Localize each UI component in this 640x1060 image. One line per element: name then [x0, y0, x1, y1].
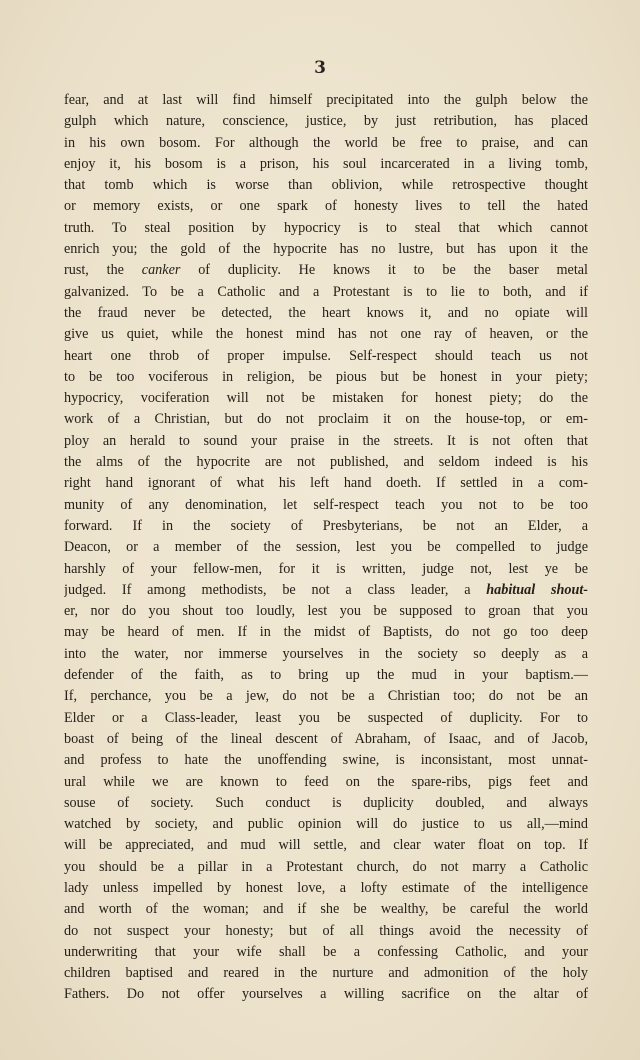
page-number: 3: [314, 58, 326, 78]
text-line: you should be a pillar in a Protestant church, do not marry a Catholic: [64, 858, 588, 875]
text-line: that tomb which is worse than oblivion, while retrospective thought: [64, 177, 588, 194]
text-line: in his own bosom. For although the world be free to praise, and can: [64, 134, 588, 151]
text-line: and worth of the woman; and if she be wealthy, be careful the world: [64, 901, 588, 918]
text-line: ural while we are known to feed on the spare-ribs, pigs feet and: [64, 773, 588, 790]
text-line: lady unless impelled by honest love, a lofty estimate of the intelligence: [64, 879, 588, 896]
text-line: judged. If among methodists, be not a class leader, a habitual shout-: [64, 581, 588, 598]
text-line: into the water, nor immerse yourselves in the society so deeply as a: [64, 645, 588, 662]
text-line: watched by society, and public opinion will do justice to us all,—mind: [64, 816, 588, 833]
text-line: souse of society. Such conduct is duplicity doubled, and always: [64, 794, 588, 811]
text-line: gulph which nature, conscience, justice, by just retribution, has placed: [64, 113, 588, 130]
text-line: do not suspect your honesty; but of all things avoid the necessity of: [64, 922, 588, 939]
text-line: forward. If in the society of Presbyterians, be not an Elder, a: [64, 517, 588, 534]
text-line: give us quiet, while the honest mind has not one ray of heaven, or the: [64, 326, 588, 343]
text-line: fear, and at last will find himself precipitated into the gulph below the: [64, 92, 588, 108]
text-line: children baptised and reared in the nurture and admonition of the holy: [64, 965, 588, 982]
text-line: munity of any denomination, let self-respect teach you not to be too: [64, 496, 588, 513]
text-line: boast of being of the lineal descent of Abraham, of Isaac, and of Jacob,: [64, 730, 588, 747]
text-line: work of a Christian, but do not proclaim it on the house-top, or em-: [64, 411, 588, 428]
text-line: may be heard of men. If in the midst of Baptists, do not go too deep: [64, 624, 588, 641]
text-line: and profess to hate the unoffending swine, is inconsistant, most unnat-: [64, 752, 588, 769]
text-line: Fathers. Do not offer yourselves a willing sacrifice on the altar of: [64, 986, 588, 1003]
text-line: defender of the faith, as to bring up the mud in your baptism.—: [64, 667, 588, 684]
text-line: If, perchance, you be a jew, do not be a Christian too; do not be an: [64, 688, 588, 705]
text-line: ploy an herald to sound your praise in the streets. It is not often that: [64, 432, 588, 449]
text-line: Elder or a Class-leader, least you be suspected of duplicity. For to: [64, 709, 588, 726]
text-line: enjoy it, his bosom is a prison, his soul incarcerated in a living tomb,: [64, 155, 588, 172]
text-line: galvanized. To be a Catholic and a Protestant is to lie to both, and if: [64, 283, 588, 300]
text-line: hypocricy, vociferation will not be mistaken for honest piety; do the: [64, 390, 588, 407]
text-line: heart one throb of proper impulse. Self-respect should teach us not: [64, 347, 588, 364]
text-line: enrich you; the gold of the hypocrite has no lustre, but has upon it the: [64, 241, 588, 258]
text-line: er, nor do you shout too loudly, lest you be supposed to groan that you: [64, 603, 588, 620]
body-text: [64, 90, 588, 1006]
text-line: to be too vociferous in religion, be pious but be honest in your piety;: [64, 368, 588, 385]
text-line: underwriting that your wife shall be a confessing Catholic, and your: [64, 943, 588, 960]
text-line: right hand ignorant of what his left hand doeth. If settled in a com-: [64, 475, 588, 492]
text-line: the fraud never be detected, the heart knows it, and no opiate will: [64, 304, 588, 321]
text-line: rust, the canker of duplicity. He knows it to be the baser metal: [64, 262, 588, 279]
text-line: truth. To steal position by hypocricy is to steal that which cannot: [64, 219, 588, 236]
text-line: the alms of the hypocrite are not published, and seldom indeed is his: [64, 454, 588, 471]
text-line: Deacon, or a member of the session, lest you be compelled to judge: [64, 539, 588, 556]
text-line: harshly of your fellow-men, for it is written, judge not, lest ye be: [64, 560, 588, 577]
text-line: will be appreciated, and mud will settle, and clear water float on top. If: [64, 837, 588, 854]
text-line: or memory exists, or one spark of honesty lives to tell the hated: [64, 198, 588, 215]
